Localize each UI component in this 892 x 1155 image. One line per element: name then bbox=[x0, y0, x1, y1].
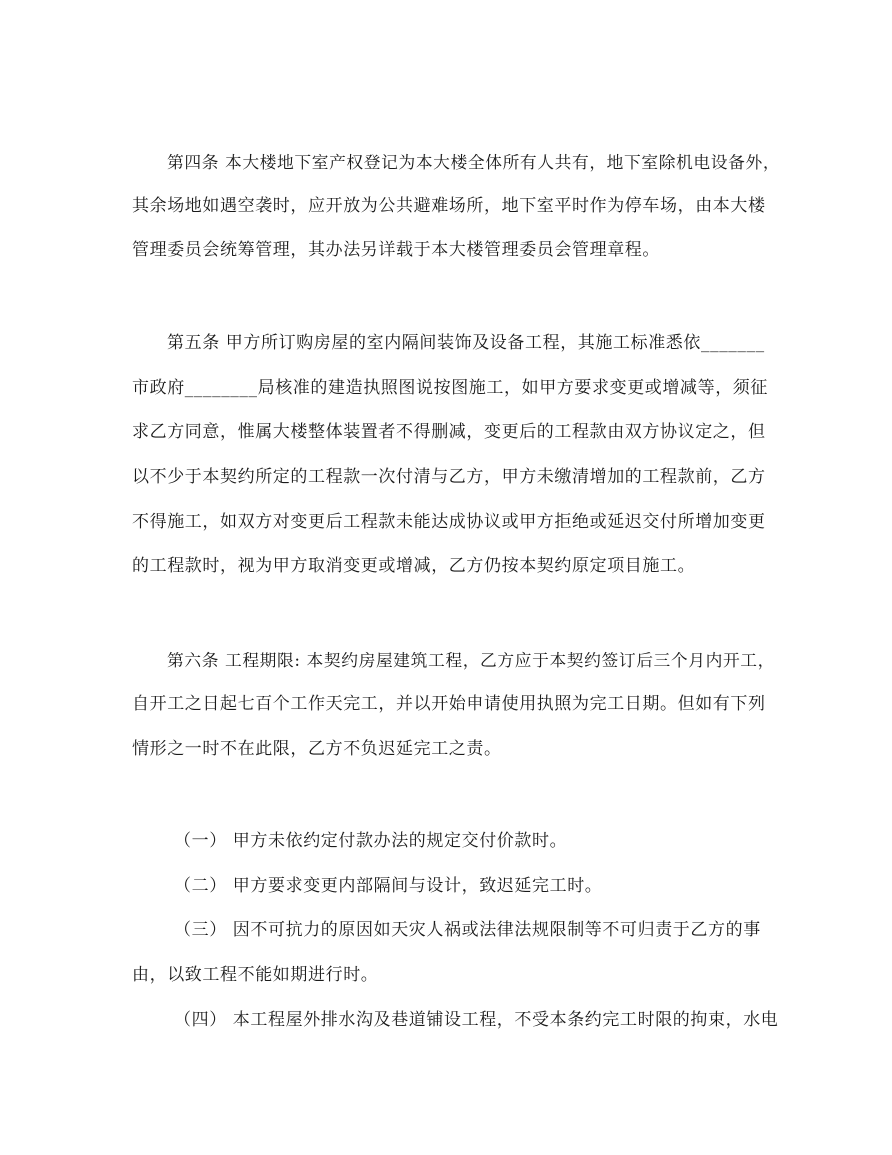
article-4-line-3: 管理委员会统筹管理，其办法另详载于本大楼管理委员会管理章程。 bbox=[132, 240, 660, 260]
article-5-line-2: 市政府________局核准的建造执照图说按图施工，如甲方要求变更或增减等，须征 bbox=[132, 378, 768, 398]
article-4-line-2: 其余场地如遇空袭时，应开放为公共避难场所，地下室平时作为停车场，由本大楼 bbox=[132, 196, 766, 216]
article-5-line-4: 以不少于本契约所定的工程款一次付清与乙方，甲方未缴清增加的工程款前，乙方 bbox=[132, 467, 766, 487]
item-2: （二） 甲方要求变更内部隔间与设计，致迟延完工时。 bbox=[174, 876, 603, 896]
article-5-line-5: 不得施工，如双方对变更后工程款未能达成协议或甲方拒绝或延迟交付所增加变更 bbox=[132, 512, 766, 532]
item-3-line-1: （三） 因不可抗力的原因如天灾人祸或法律法规限制等不可归责于乙方的事 bbox=[174, 920, 761, 940]
article-5-line-6: 的工程款时，视为甲方取消变更或增减，乙方仍按本契约原定项目施工。 bbox=[132, 556, 696, 576]
article-6-line-1: 第六条 工程期限: 本契约房屋建筑工程，乙方应于本契约签订后三个月内开工， bbox=[167, 650, 775, 670]
article-5-line-1: 第五条 甲方所订购房屋的室内隔间装饰及设备工程，其施工标准悉依_______ bbox=[167, 333, 765, 353]
item-4-line-1: （四） 本工程屋外排水沟及巷道铺设工程，不受本条约完工时限的拘束，水电 bbox=[174, 1010, 779, 1030]
article-5-line-3: 求乙方同意，惟属大楼整体装置者不得删减，变更后的工程款由双方协议定之，但 bbox=[132, 422, 766, 442]
article-6-line-2: 自开工之日起七百个工作天完工，并以开始申请使用执照为完工日期。但如有下列 bbox=[132, 694, 766, 714]
article-6-line-3: 情形之一时不在此限，乙方不负迟延完工之责。 bbox=[132, 739, 502, 759]
article-4-line-1: 第四条 本大楼地下室产权登记为本大楼全体所有人共有，地下室除机电设备外， bbox=[167, 152, 781, 172]
item-3-line-2: 由，以致工程不能如期进行时。 bbox=[132, 965, 379, 985]
item-1: （一） 甲方未依约定付款办法的规定交付价款时。 bbox=[174, 831, 568, 851]
